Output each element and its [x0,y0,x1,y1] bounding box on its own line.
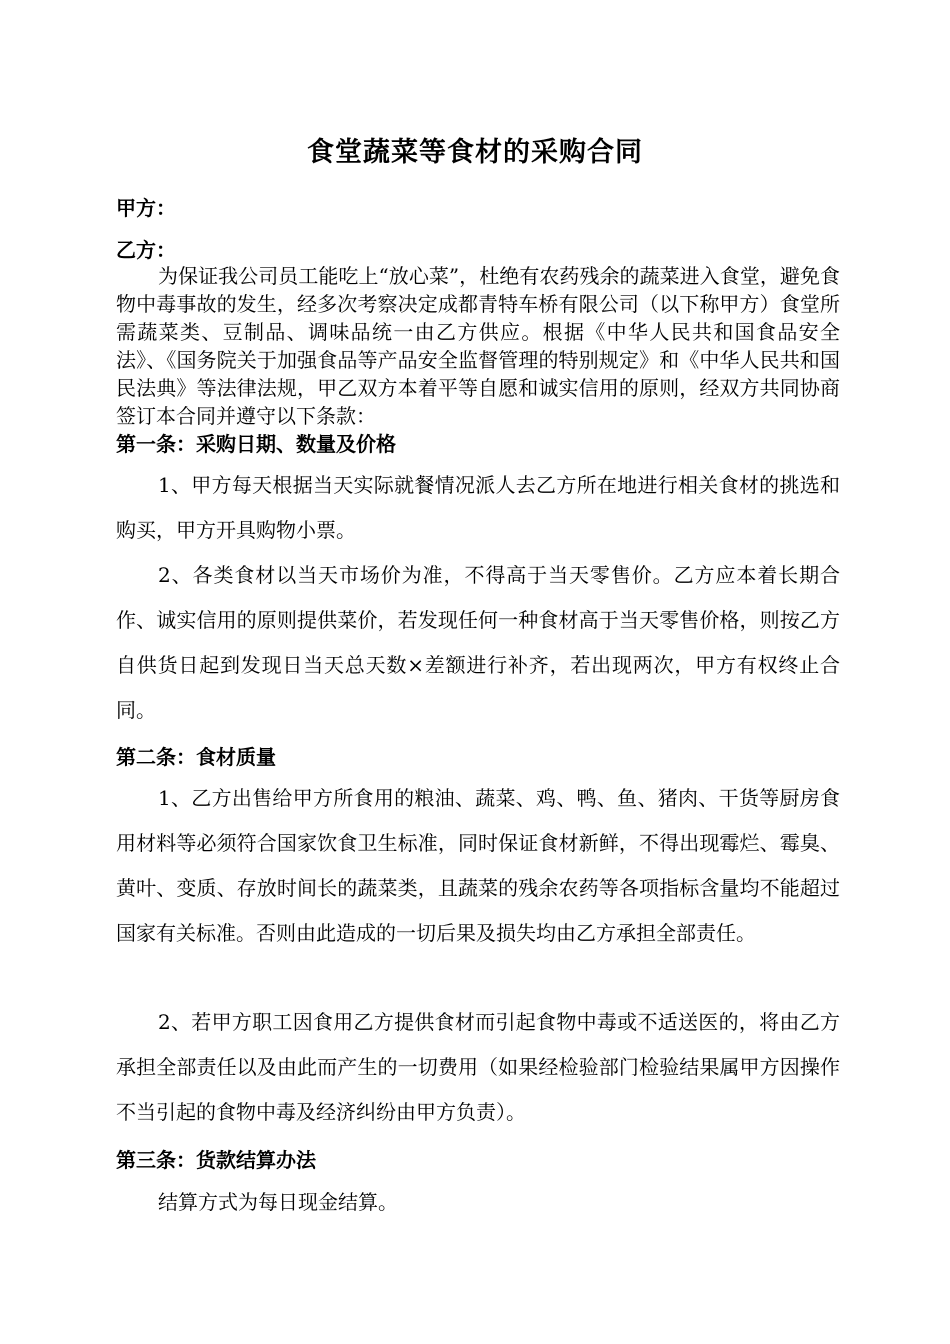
section-2-heading: 第二条：食材质量 [116,745,276,769]
party-a-label: 甲方： [116,196,176,220]
document-title: 食堂蔬菜等食材的采购合同 [307,137,643,168]
section-2-paragraph-2: 2、若甲方职工因食用乙方提供食材而引起食物中毒或不适送医的，将由乙方承担全部责任以及由此而产生的一切费用（如果经检验部门检验结果属甲方因操作不当引起的食物中毒及经济纠纷由甲方负责）。 [116,1010,840,1124]
intro-paragraph: 为保证我公司员工能吃上“放心菜”，杜绝有农药残余的蔬菜进入食堂，避免食物中毒事故的发生，经多次考察决定成都青特车桥有限公司（以下称甲方）食堂所需蔬菜类、豆制品、调味品统一由乙方供应。根据《中华人民共和国食品安全法》、《国务院关于加强食品等产品安全监督管理的特别规定》和《中华人民共和国民法典》等法律法规，甲乙双方本着平等自愿和诚实信用的原则，经双方共同协商签订本合同并遵守以下条款： [116,264,840,428]
section-2-paragraph-1: 1、乙方出售给甲方所食用的粮油、蔬菜、鸡、鸭、鱼、猪肉、干货等厨房食用材料等必须符合国家饮食卫生标准，同时保证食材新鲜，不得出现霉烂、霉臭、黄叶、变质、存放时间长的蔬菜类，且蔬菜的残余农药等各项指标含量均不能超过国家有关标准。否则由此造成的一切后果及损失均由乙方承担全部责任。 [116,786,840,945]
section-3-paragraph-1: 结算方式为每日现金结算。 [158,1190,398,1214]
section-1-paragraph-1: 1、甲方每天根据当天实际就餐情况派人去乙方所在地进行相关食材的挑选和购买，甲方开具购物小票。 [116,473,840,542]
section-3-heading: 第三条：货款结算办法 [116,1148,316,1172]
section-1-heading: 第一条：采购日期、数量及价格 [116,432,396,456]
section-1-paragraph-2: 2、各类食材以当天市场价为准，不得高于当天零售价。乙方应本着长期合作、诚实信用的原则提供菜价，若发现任何一种食材高于当天零售价格，则按乙方自供货日起到发现日当天总天数×差额进行补齐，若出现两次，甲方有权终止合同。 [116,563,840,722]
party-b-label: 乙方： [116,238,176,262]
